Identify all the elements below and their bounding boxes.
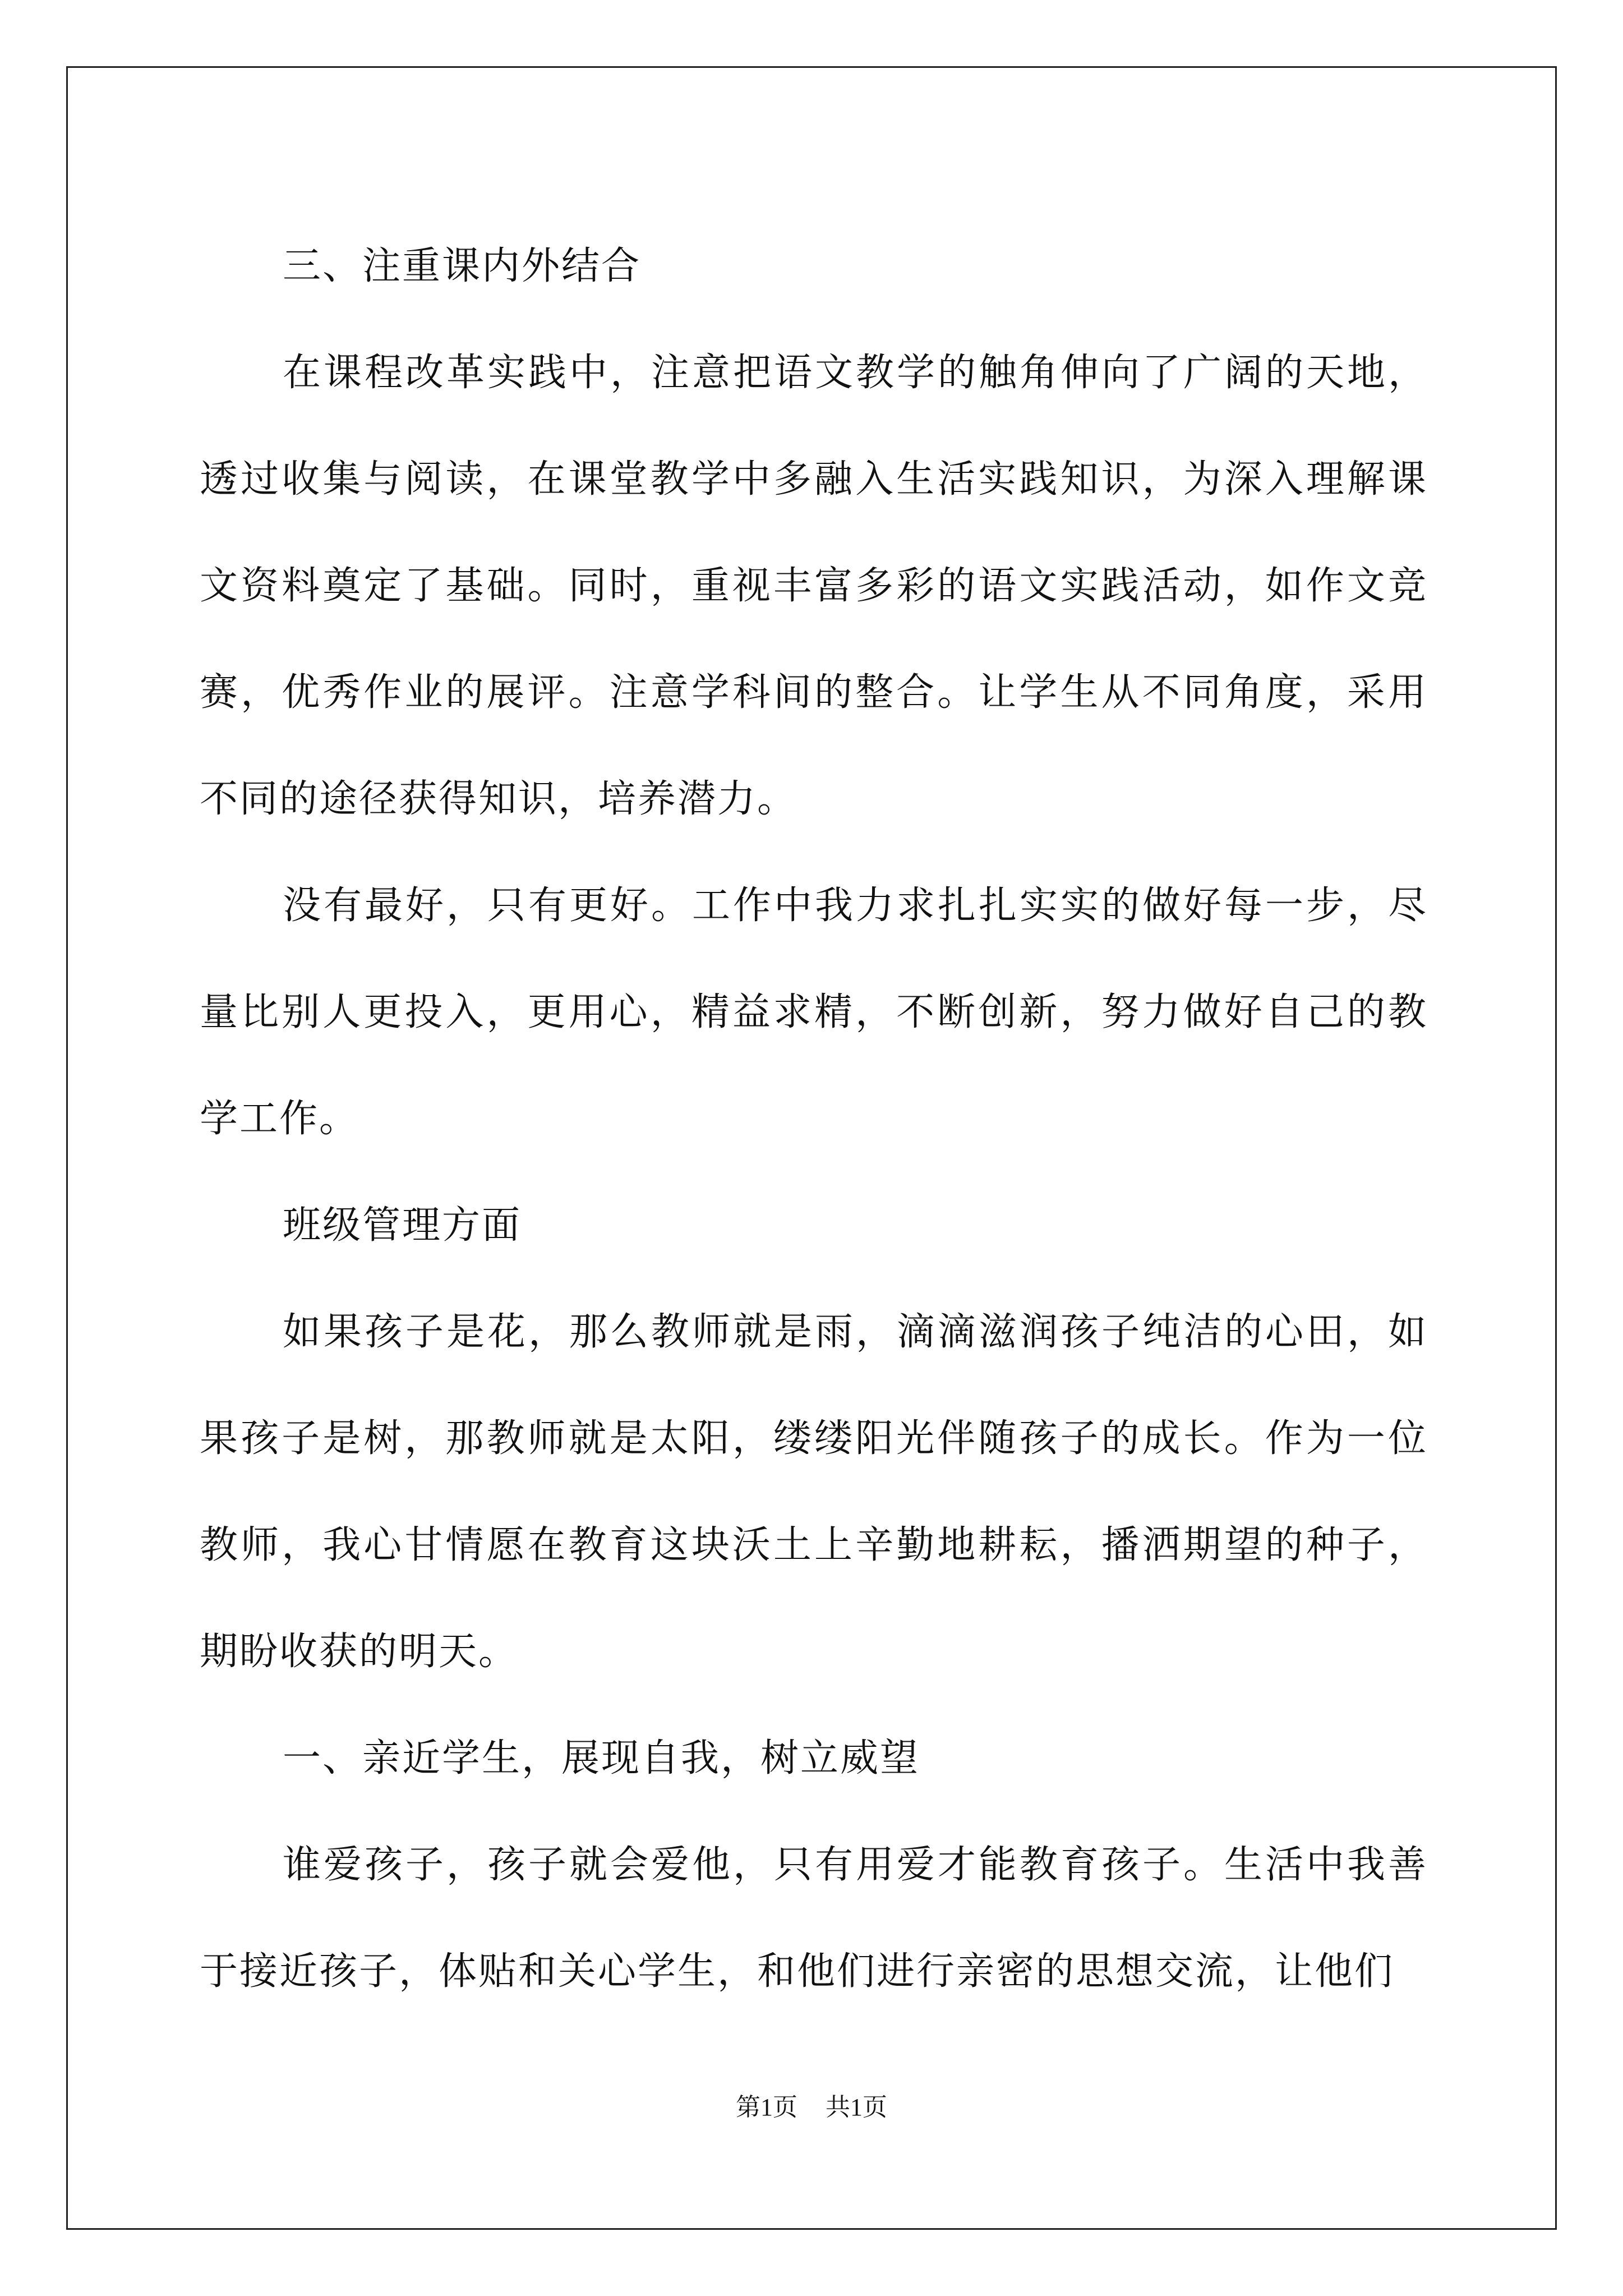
document-body [200,213,1428,2025]
paragraph-love-children: 谁爱孩子，孩子就会爱他，只有用爱才能教育孩子。生活中我善于接近孩子，体贴和关心学生，和他们进行亲密的思想交流，让他们 [200,1843,1428,1994]
page-footer [0,2087,1623,2123]
section-heading-approach-students: 一、亲近学生，展现自我，树立威望 [283,1736,920,1780]
page-number: 第1页 [736,2093,797,2121]
paragraph-curriculum-reform: 在课程改革实践中，注意把语文教学的触角伸向了广阔的天地，透过收集与阅读，在课堂教学中多融入生活实践知识，为深入理解课文资料奠定了基础。同时，重视丰富多彩的语文实践活动，如作文竞赛，优秀作业的展评。注意学科间的整合。让学生从不同角度，采用不同的途径获得知识，培养潜力。 [200,351,1428,821]
total-pages: 共1页 [826,2093,887,2121]
paragraph-striving-better: 没有最好，只有更好。工作中我力求扎扎实实的做好每一步，尽量比别人更投入，更用心，精益求精，不断创新，努力做好自己的教学工作。 [200,884,1428,1141]
section-heading-course-integration: 三、注重课内外结合 [283,244,642,288]
section-heading-class-management: 班级管理方面 [283,1203,522,1248]
paragraph-teacher-metaphor: 如果孩子是花，那么教师就是雨，滴滴滋润孩子纯洁的心田，如果孩子是树，那教师就是太阳，缕缕阳光伴随孩子的成长。作为一位教师，我心甘情愿在教育这块沃土上辛勤地耕耘，播洒期望的种子，期盼收获的明天。 [200,1310,1428,1674]
